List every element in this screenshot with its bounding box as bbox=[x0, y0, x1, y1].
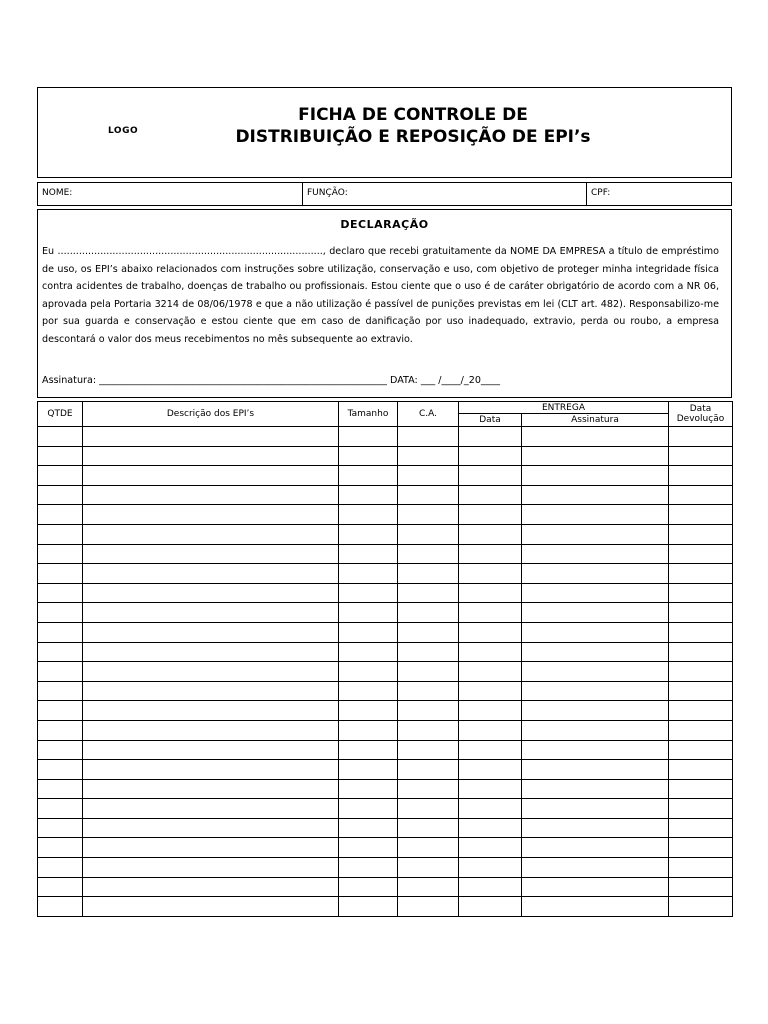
table-cell[interactable] bbox=[339, 427, 398, 447]
table-cell[interactable] bbox=[83, 622, 339, 642]
table-cell[interactable] bbox=[38, 622, 83, 642]
table-row bbox=[38, 485, 733, 505]
table-row bbox=[38, 838, 733, 858]
table-row bbox=[38, 544, 733, 564]
table-cell[interactable] bbox=[669, 720, 733, 740]
table-cell[interactable] bbox=[38, 466, 83, 486]
table-cell[interactable] bbox=[398, 603, 459, 623]
table-cell[interactable] bbox=[38, 446, 83, 466]
table-cell[interactable] bbox=[398, 818, 459, 838]
table-cell[interactable] bbox=[669, 642, 733, 662]
table-cell[interactable] bbox=[339, 505, 398, 525]
table-cell[interactable] bbox=[83, 701, 339, 721]
form-title-line2: DISTRIBUIÇÃO E REPOSIÇÃO DE EPI’s bbox=[235, 127, 591, 147]
table-cell[interactable] bbox=[398, 838, 459, 858]
table-row bbox=[38, 877, 733, 897]
table-cell[interactable] bbox=[38, 897, 83, 917]
table-cell[interactable] bbox=[398, 505, 459, 525]
table-cell[interactable] bbox=[459, 427, 522, 447]
table-cell[interactable] bbox=[669, 779, 733, 799]
col-header-assinatura: Assinatura bbox=[522, 414, 669, 427]
col-header-entrega: ENTREGA bbox=[459, 402, 669, 414]
table-cell[interactable] bbox=[339, 583, 398, 603]
declaration-title: DECLARAÇÃO bbox=[340, 218, 429, 231]
table-row bbox=[38, 505, 733, 525]
table-cell[interactable] bbox=[669, 603, 733, 623]
table-cell[interactable] bbox=[522, 524, 669, 544]
table-cell[interactable] bbox=[459, 485, 522, 505]
table-row bbox=[38, 564, 733, 584]
table-cell[interactable] bbox=[83, 642, 339, 662]
table-cell[interactable] bbox=[669, 858, 733, 878]
col-header-data: Data bbox=[459, 414, 522, 427]
table-cell[interactable] bbox=[522, 818, 669, 838]
table-cell[interactable] bbox=[339, 720, 398, 740]
table-cell[interactable] bbox=[459, 544, 522, 564]
table-cell[interactable] bbox=[339, 858, 398, 878]
table-cell[interactable] bbox=[459, 799, 522, 819]
table-cell[interactable] bbox=[459, 720, 522, 740]
table-cell[interactable] bbox=[38, 818, 83, 838]
col-header-qtde: QTDE bbox=[38, 402, 83, 427]
table-cell[interactable] bbox=[522, 779, 669, 799]
table-row bbox=[38, 427, 733, 447]
table-cell[interactable] bbox=[398, 427, 459, 447]
table-cell[interactable] bbox=[398, 701, 459, 721]
table-cell[interactable] bbox=[83, 583, 339, 603]
table-cell[interactable] bbox=[339, 779, 398, 799]
col-header-tamanho: Tamanho bbox=[339, 402, 398, 427]
table-cell[interactable] bbox=[398, 622, 459, 642]
table-row bbox=[38, 603, 733, 623]
col-header-devolucao-line1: Data bbox=[689, 404, 712, 414]
table-cell[interactable] bbox=[459, 446, 522, 466]
table-cell[interactable] bbox=[83, 564, 339, 584]
table-cell[interactable] bbox=[459, 662, 522, 682]
table-cell[interactable] bbox=[38, 544, 83, 564]
table-row bbox=[38, 779, 733, 799]
nome-field[interactable]: NOME: bbox=[38, 183, 303, 205]
table-cell[interactable] bbox=[83, 681, 339, 701]
table-cell[interactable] bbox=[459, 740, 522, 760]
table-cell[interactable] bbox=[398, 740, 459, 760]
table-cell[interactable] bbox=[522, 583, 669, 603]
table-cell[interactable] bbox=[669, 799, 733, 819]
table-cell[interactable] bbox=[522, 681, 669, 701]
table-cell[interactable] bbox=[669, 681, 733, 701]
table-cell[interactable] bbox=[38, 524, 83, 544]
table-cell[interactable] bbox=[398, 877, 459, 897]
table-cell[interactable] bbox=[339, 524, 398, 544]
funcao-field[interactable]: FUNÇÃO: bbox=[303, 183, 587, 205]
table-cell[interactable] bbox=[522, 838, 669, 858]
table-cell[interactable] bbox=[398, 564, 459, 584]
table-cell[interactable] bbox=[83, 505, 339, 525]
table-cell[interactable] bbox=[459, 858, 522, 878]
table-cell[interactable] bbox=[38, 662, 83, 682]
table-cell[interactable] bbox=[522, 622, 669, 642]
table-row bbox=[38, 524, 733, 544]
table-cell[interactable] bbox=[669, 818, 733, 838]
table-cell[interactable] bbox=[83, 544, 339, 564]
col-header-devolucao-line2: Devolução bbox=[676, 414, 725, 424]
table-cell[interactable] bbox=[669, 662, 733, 682]
table-cell[interactable] bbox=[459, 524, 522, 544]
table-cell[interactable] bbox=[398, 662, 459, 682]
table-cell[interactable] bbox=[339, 897, 398, 917]
table-cell[interactable] bbox=[398, 720, 459, 740]
form-title bbox=[178, 104, 648, 148]
table-row bbox=[38, 818, 733, 838]
table-cell[interactable] bbox=[398, 544, 459, 564]
table-cell[interactable] bbox=[459, 760, 522, 780]
table-cell[interactable] bbox=[83, 427, 339, 447]
table-row bbox=[38, 897, 733, 917]
table-cell[interactable] bbox=[38, 740, 83, 760]
declaration-text: Eu ......................................................................................., declaro que recebi gratuitamente da NOME DA EMPRESA a título de empréstimo de uso, os EPI’s abaixo relacionados com instruções sobre utilização, conservação e uso, com objetivo de proteger minha integridade física contra acidentes de trabalho, doenças de trabalho ou profissionais. Estou ciente que o uso é de caráter obrigatório de acordo com a NR 06, aprovada pela Portaria 3214 de 08/06/1978 e que a não utilização é passível de punições previstas em lei (CLT art. 482). Responsabilizo-me por sua guarda e conservação e estou ciente que em caso de danificação por uso inadequado, extravio, perda ou roubo, a empresa descontará o valor dos meus recebimentos no mês subsequente ao extravio. bbox=[42, 246, 719, 345]
table-cell[interactable] bbox=[459, 897, 522, 917]
table-cell[interactable] bbox=[669, 446, 733, 466]
table-cell[interactable] bbox=[83, 877, 339, 897]
table-cell[interactable] bbox=[522, 603, 669, 623]
table-cell[interactable] bbox=[669, 740, 733, 760]
table-row bbox=[38, 622, 733, 642]
table-cell[interactable] bbox=[459, 838, 522, 858]
table-cell[interactable] bbox=[459, 701, 522, 721]
table-cell[interactable] bbox=[459, 505, 522, 525]
table-cell[interactable] bbox=[83, 720, 339, 740]
table-row bbox=[38, 760, 733, 780]
table-row bbox=[38, 681, 733, 701]
table-cell[interactable] bbox=[398, 897, 459, 917]
table-row bbox=[38, 720, 733, 740]
table-cell[interactable] bbox=[459, 603, 522, 623]
table-cell[interactable] bbox=[522, 642, 669, 662]
table-cell[interactable] bbox=[38, 858, 83, 878]
table-cell[interactable] bbox=[669, 544, 733, 564]
table-cell[interactable] bbox=[339, 485, 398, 505]
table-cell[interactable] bbox=[669, 485, 733, 505]
table-cell[interactable] bbox=[669, 838, 733, 858]
table-cell[interactable] bbox=[459, 681, 522, 701]
table-cell[interactable] bbox=[669, 564, 733, 584]
table-cell[interactable] bbox=[83, 838, 339, 858]
table-cell[interactable] bbox=[83, 485, 339, 505]
table-cell[interactable] bbox=[669, 583, 733, 603]
table-cell[interactable] bbox=[38, 838, 83, 858]
table-cell[interactable] bbox=[398, 799, 459, 819]
table-cell[interactable] bbox=[38, 760, 83, 780]
table-row bbox=[38, 662, 733, 682]
table-cell[interactable] bbox=[83, 779, 339, 799]
table-cell[interactable] bbox=[669, 505, 733, 525]
table-cell[interactable] bbox=[83, 858, 339, 878]
table-cell[interactable] bbox=[83, 524, 339, 544]
table-cell[interactable] bbox=[38, 681, 83, 701]
table-cell[interactable] bbox=[522, 446, 669, 466]
form-header bbox=[37, 87, 732, 178]
table-cell[interactable] bbox=[459, 779, 522, 799]
table-cell[interactable] bbox=[522, 701, 669, 721]
table-row bbox=[38, 858, 733, 878]
table-cell[interactable] bbox=[522, 466, 669, 486]
table-cell[interactable] bbox=[339, 446, 398, 466]
table-cell[interactable] bbox=[398, 524, 459, 544]
table-cell[interactable] bbox=[398, 583, 459, 603]
table-cell[interactable] bbox=[522, 760, 669, 780]
table-cell[interactable] bbox=[83, 466, 339, 486]
table-cell[interactable] bbox=[669, 760, 733, 780]
table-cell[interactable] bbox=[522, 662, 669, 682]
table-cell[interactable] bbox=[398, 642, 459, 662]
table-cell[interactable] bbox=[339, 818, 398, 838]
table-cell[interactable] bbox=[339, 838, 398, 858]
table-cell[interactable] bbox=[522, 897, 669, 917]
epi-table-body bbox=[38, 427, 733, 917]
table-cell[interactable] bbox=[522, 720, 669, 740]
table-cell[interactable] bbox=[83, 799, 339, 819]
table-cell[interactable] bbox=[398, 485, 459, 505]
table-cell[interactable] bbox=[522, 799, 669, 819]
table-cell[interactable] bbox=[669, 427, 733, 447]
table-cell[interactable] bbox=[522, 858, 669, 878]
logo-placeholder: LOGO bbox=[108, 126, 139, 136]
table-row bbox=[38, 740, 733, 760]
table-cell[interactable] bbox=[522, 485, 669, 505]
table-cell[interactable] bbox=[339, 603, 398, 623]
table-cell[interactable] bbox=[38, 505, 83, 525]
table-cell[interactable] bbox=[398, 858, 459, 878]
col-header-descricao: Descrição dos EPI’s bbox=[83, 402, 339, 427]
table-cell[interactable] bbox=[522, 544, 669, 564]
table-cell[interactable] bbox=[83, 603, 339, 623]
employee-info-row bbox=[37, 182, 732, 206]
table-cell[interactable] bbox=[339, 622, 398, 642]
table-cell[interactable] bbox=[522, 740, 669, 760]
table-cell[interactable] bbox=[669, 466, 733, 486]
table-cell[interactable] bbox=[398, 446, 459, 466]
table-cell[interactable] bbox=[459, 466, 522, 486]
table-cell[interactable] bbox=[459, 583, 522, 603]
table-cell[interactable] bbox=[83, 818, 339, 838]
table-cell[interactable] bbox=[339, 877, 398, 897]
table-row bbox=[38, 642, 733, 662]
table-cell[interactable] bbox=[339, 642, 398, 662]
table-cell[interactable] bbox=[83, 760, 339, 780]
table-cell[interactable] bbox=[38, 877, 83, 897]
table-cell[interactable] bbox=[339, 799, 398, 819]
table-cell[interactable] bbox=[38, 779, 83, 799]
table-cell[interactable] bbox=[38, 427, 83, 447]
table-cell[interactable] bbox=[398, 681, 459, 701]
table-cell[interactable] bbox=[669, 524, 733, 544]
table-cell[interactable] bbox=[459, 877, 522, 897]
table-row bbox=[38, 466, 733, 486]
table-cell[interactable] bbox=[38, 603, 83, 623]
table-cell[interactable] bbox=[339, 662, 398, 682]
signature-line[interactable]: Assinatura: ____________________________________________________________ DATA: ___ /____/_20____ bbox=[42, 375, 501, 386]
epi-table-container bbox=[37, 401, 732, 917]
table-cell[interactable] bbox=[38, 642, 83, 662]
table-cell[interactable] bbox=[669, 622, 733, 642]
table-cell[interactable] bbox=[522, 427, 669, 447]
col-header-devolucao bbox=[669, 402, 733, 427]
table-row bbox=[38, 701, 733, 721]
table-cell[interactable] bbox=[38, 701, 83, 721]
table-cell[interactable] bbox=[38, 583, 83, 603]
table-cell[interactable] bbox=[339, 564, 398, 584]
table-cell[interactable] bbox=[83, 446, 339, 466]
form-title-line1: FICHA DE CONTROLE DE bbox=[298, 105, 528, 125]
declaration-section bbox=[37, 209, 732, 398]
table-cell[interactable] bbox=[669, 701, 733, 721]
table-cell[interactable] bbox=[459, 622, 522, 642]
table-cell[interactable] bbox=[38, 564, 83, 584]
table-cell[interactable] bbox=[669, 897, 733, 917]
cpf-field[interactable]: CPF: bbox=[591, 188, 611, 198]
table-cell[interactable] bbox=[522, 505, 669, 525]
table-row bbox=[38, 446, 733, 466]
table-cell[interactable] bbox=[83, 662, 339, 682]
table-cell[interactable] bbox=[398, 779, 459, 799]
table-cell[interactable] bbox=[522, 877, 669, 897]
table-cell[interactable] bbox=[339, 544, 398, 564]
col-header-ca: C.A. bbox=[398, 402, 459, 427]
table-cell[interactable] bbox=[339, 740, 398, 760]
table-cell[interactable] bbox=[83, 740, 339, 760]
table-cell[interactable] bbox=[38, 720, 83, 740]
table-cell[interactable] bbox=[83, 897, 339, 917]
table-cell[interactable] bbox=[459, 818, 522, 838]
table-row bbox=[38, 583, 733, 603]
table-cell[interactable] bbox=[339, 701, 398, 721]
table-row bbox=[38, 799, 733, 819]
table-cell[interactable] bbox=[339, 681, 398, 701]
table-cell[interactable] bbox=[459, 564, 522, 584]
table-cell[interactable] bbox=[398, 760, 459, 780]
table-cell[interactable] bbox=[38, 485, 83, 505]
table-cell[interactable] bbox=[398, 466, 459, 486]
table-cell[interactable] bbox=[522, 564, 669, 584]
table-cell[interactable] bbox=[669, 877, 733, 897]
table-cell[interactable] bbox=[459, 642, 522, 662]
table-cell[interactable] bbox=[38, 799, 83, 819]
epi-table bbox=[37, 401, 733, 917]
table-cell[interactable] bbox=[339, 466, 398, 486]
table-cell[interactable] bbox=[339, 760, 398, 780]
